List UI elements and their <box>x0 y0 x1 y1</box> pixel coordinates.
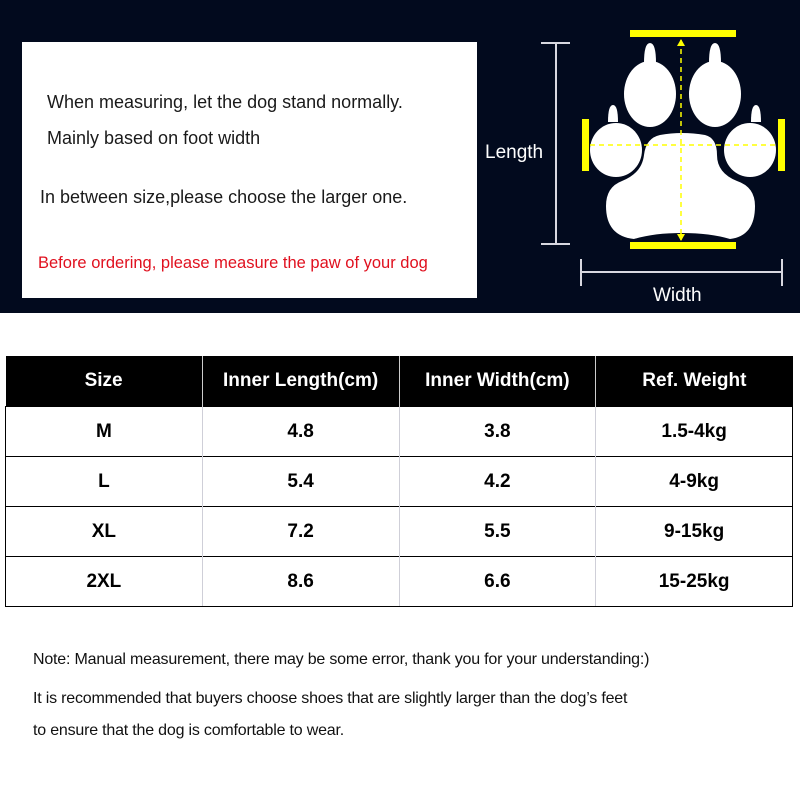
table-row <box>6 557 793 607</box>
measure-warning: Before ordering, please measure the paw of your dog <box>38 254 428 272</box>
cell-size: M <box>6 407 203 457</box>
cell-width: 4.2 <box>399 457 596 507</box>
cell-length: 4.8 <box>202 407 399 457</box>
cell-length: 7.2 <box>202 507 399 557</box>
cell-width: 3.8 <box>399 407 596 457</box>
measurement-banner <box>0 0 800 313</box>
instruction-line: When measuring, let the dog stand normally. <box>47 92 403 112</box>
instructions-box <box>22 42 477 298</box>
cell-weight: 9-15kg <box>596 507 793 557</box>
length-label: Length <box>485 142 544 163</box>
size-chart-table <box>5 356 793 607</box>
header-ref-weight: Ref. Weight <box>596 356 793 407</box>
cell-weight: 4-9kg <box>596 457 793 507</box>
note-line: Note: Manual measurement, there may be some error, thank you for your understanding:) <box>33 651 650 668</box>
cell-length: 5.4 <box>202 457 399 507</box>
cell-size: 2XL <box>6 557 203 607</box>
table-row <box>6 407 793 457</box>
note-line: to ensure that the dog is comfortable to wear. <box>33 722 344 739</box>
table-row <box>6 507 793 557</box>
instruction-line: Mainly based on foot width <box>47 128 261 148</box>
cell-weight: 1.5-4kg <box>596 407 793 457</box>
cell-size: XL <box>6 507 203 557</box>
note-line: It is recommended that buyers choose shoes that are slightly larger than the dog’s feet <box>33 690 628 707</box>
cell-width: 5.5 <box>399 507 596 557</box>
table-header-row <box>6 356 793 407</box>
cell-size: L <box>6 457 203 507</box>
cell-width: 6.6 <box>399 557 596 607</box>
width-label: Width <box>653 285 702 306</box>
header-inner-length: Inner Length(cm) <box>202 356 399 407</box>
cell-length: 8.6 <box>202 557 399 607</box>
table-row <box>6 457 793 507</box>
instruction-line: In between size,please choose the larger one. <box>40 187 408 207</box>
cell-weight: 15-25kg <box>596 557 793 607</box>
header-size: Size <box>6 356 203 407</box>
header-inner-width: Inner Width(cm) <box>399 356 596 407</box>
